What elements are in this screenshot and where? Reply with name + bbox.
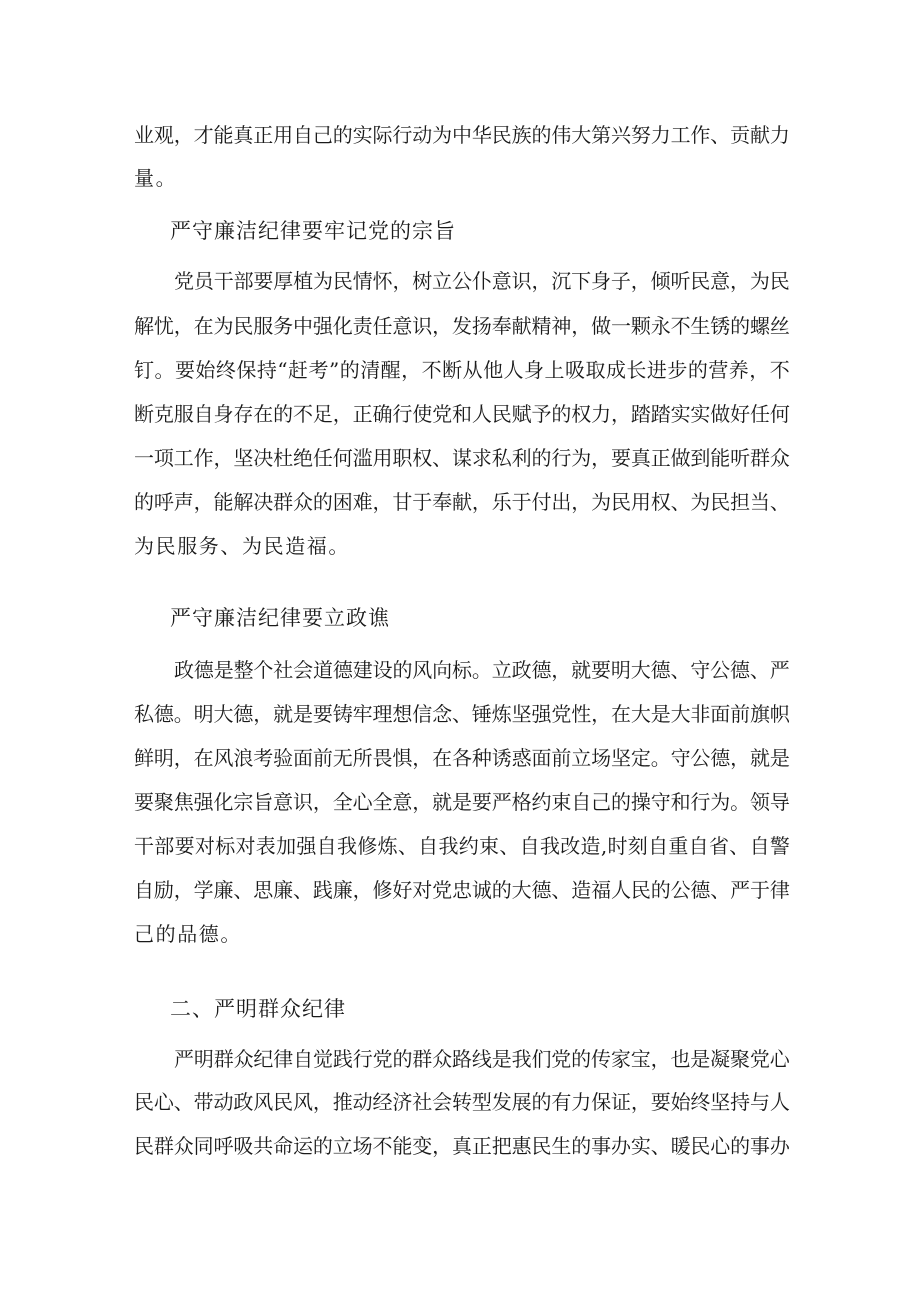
paragraph-line: 民心、带动政风民风，推动经济社会转型发展的有力保证，要始终坚持与人 (134, 1090, 790, 1114)
paragraph-line: 量。 (134, 166, 178, 190)
paragraph-line: 自励，学廉、思廉、践廉，修好对党忠诚的大德、造福人民的公德、严于律 (134, 878, 790, 902)
paragraph-line: 解忧，在为民服务中强化责任意识，发扬奉献精神，做一颗永不生锈的螺丝 (134, 314, 790, 338)
section-heading: 严守廉洁纪律要立政谯 (170, 606, 390, 630)
paragraph-line: 己的品德。 (134, 922, 242, 946)
section-heading: 严守廉洁纪律要牢记党的宗旨 (170, 219, 456, 243)
paragraph-line: 私德。明大德，就是要铸牢理想信念、锤炼坚强党性，在大是大非面前旗帜 (134, 702, 790, 726)
paragraph-line: 干部要对标对表加强自我修炼、自我约束、自我改造,时刻自重自省、自警 (134, 834, 791, 858)
paragraph-line: 业观，才能真正用自己的实际行动为中华民族的伟大第兴努力工作、贡献力 (134, 123, 790, 147)
paragraph-line: 为民服务、为民造福。 (134, 534, 350, 558)
section-heading: 二、严明群众纪律 (170, 997, 346, 1021)
paragraph-line: 鲜明，在风浪考验面前无所畏惧，在各种诱惑面前立场坚定。守公德，就是 (134, 746, 790, 770)
paragraph-line: 党员干部要厚植为民情怀，树立公仆意识，沉下身子，倾听民意，为民 (174, 269, 790, 293)
paragraph-line: 严明群众纪律自觉践行党的群众路线是我们党的传家宝，也是凝聚党心 (174, 1047, 790, 1071)
paragraph-line: 民群众同呼吸共命运的立场不能变，真正把惠民生的事办实、暖民心的事办 (134, 1134, 790, 1158)
paragraph-line: 钉。要始终保持“赶考”的清醒，不断从他人身上吸取成长进步的营养，不 (134, 358, 791, 382)
paragraph-line: 的呼声，能解决群众的困难，甘于奉献，乐于付出，为民用权、为民担当、 (134, 490, 790, 514)
paragraph-line: 要聚焦强化宗旨意识，全心全意，就是要严格约束自己的操守和行为。领导 (134, 790, 790, 814)
paragraph-line: 一项工作，坚决杜绝任何滥用职权、谋求私利的行为，要真正做到能听群众 (134, 446, 790, 470)
paragraph-line: 断克服自身存在的不足，正确行使党和人民赋予的权力，踏踏实实做好任何 (134, 402, 790, 426)
paragraph-line: 政德是整个社会道德建设的风向标。立政德，就要明大德、守公德、严 (174, 658, 790, 682)
